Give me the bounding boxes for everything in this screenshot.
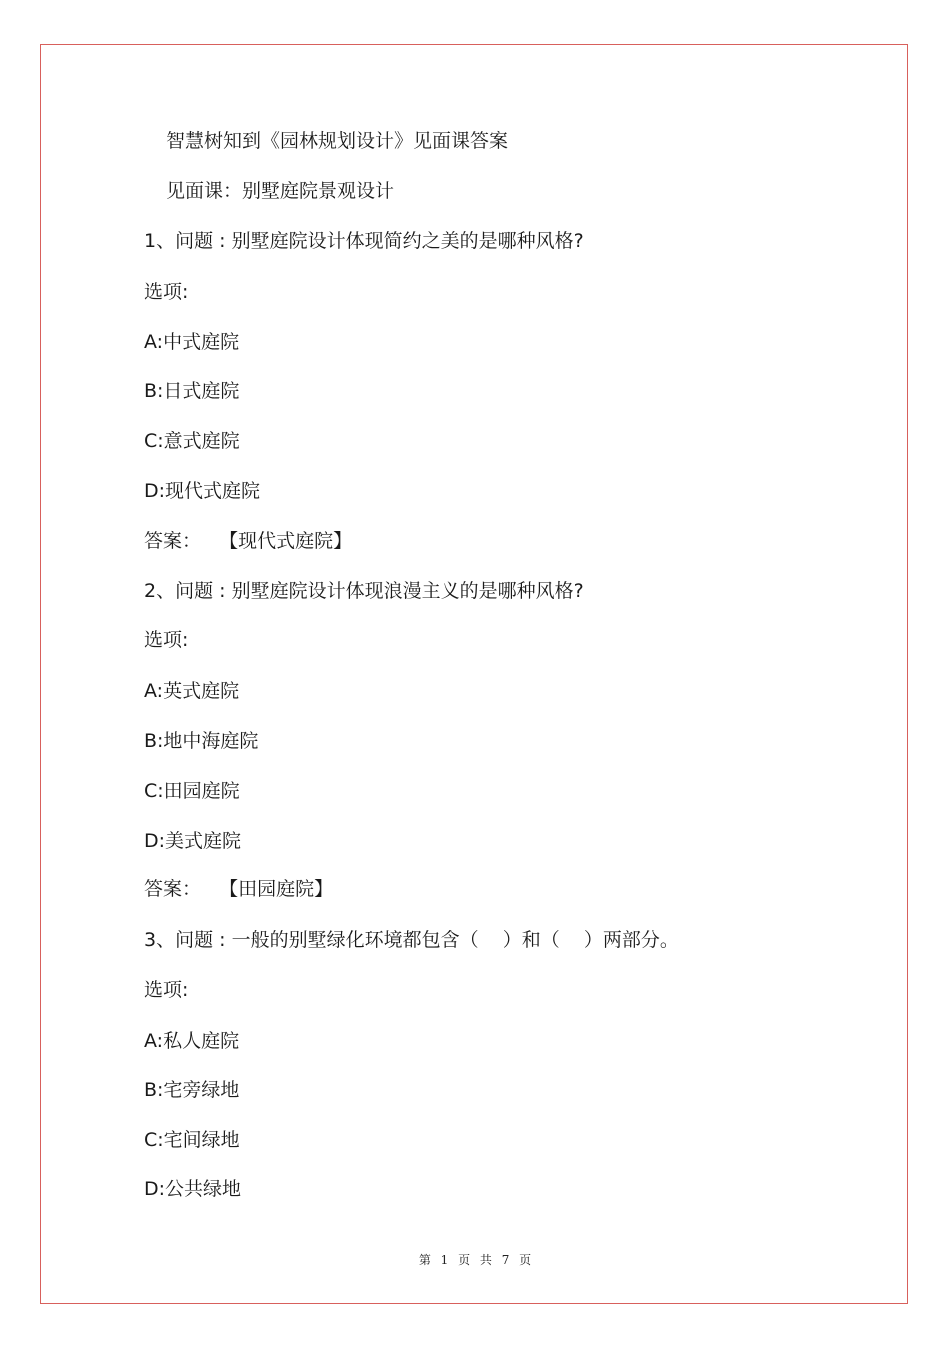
question-1-option-a: A:中式庭院 [144,331,240,353]
question-1-text: 1、问题 : 别墅庭院设计体现简约之美的是哪种风格? [144,230,584,252]
question-2-options-label: 选项: [144,629,189,651]
question-2-text: 2、问题 : 别墅庭院设计体现浪漫主义的是哪种风格? [144,580,584,602]
question-3-option-d: D:公共绿地 [144,1178,242,1200]
question-2-option-d: D:美式庭院 [144,830,242,852]
document-subtitle: 见面课：别墅庭院景观设计 [166,180,395,202]
question-2-option-c: C:田园庭院 [144,780,240,802]
question-1-option-d: D:现代式庭院 [144,480,261,502]
document-title: 智慧树知到《园林规划设计》见面课答案 [166,130,509,152]
question-1-option-c: C:意式庭院 [144,430,240,452]
question-3-option-b: B:宅旁绿地 [144,1079,240,1101]
question-1-answer: 答案： 【现代式庭院】 [144,530,353,552]
question-2-option-b: B:地中海庭院 [144,730,259,752]
question-3-options-label: 选项: [144,979,189,1001]
question-3-option-c: C:宅间绿地 [144,1129,240,1151]
question-3-option-a: A:私人庭院 [144,1030,240,1052]
page-footer-indicator: 第 1 页 共 7 页 [418,1253,532,1267]
question-1-options-label: 选项: [144,281,189,303]
question-2-answer: 答案： 【田园庭院】 [144,878,334,900]
question-1-option-b: B:日式庭院 [144,380,240,402]
question-3-text: 3、问题 : 一般的别墅绿化环境都包含（ ）和（ ）两部分。 [144,929,679,951]
question-2-option-a: A:英式庭院 [144,680,240,702]
